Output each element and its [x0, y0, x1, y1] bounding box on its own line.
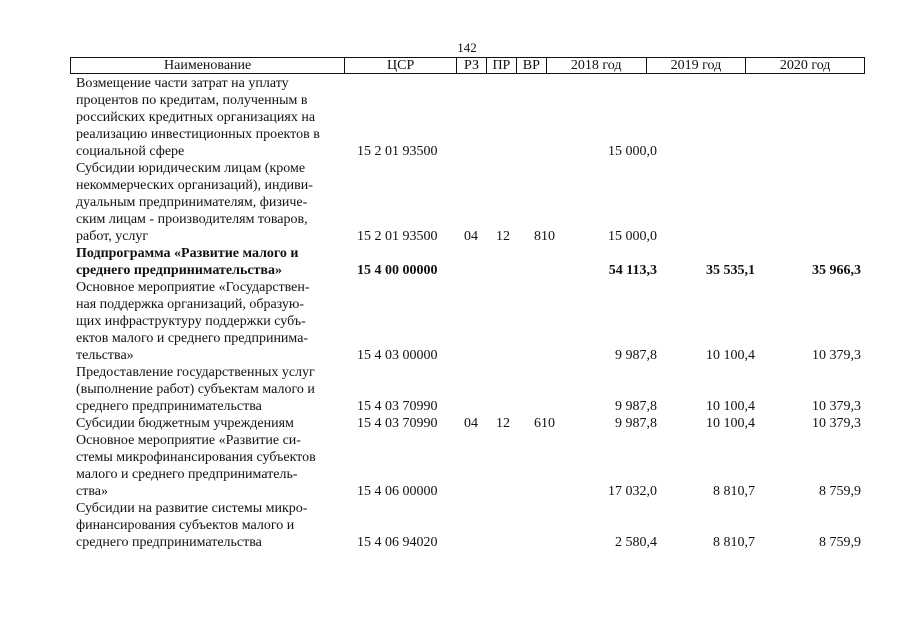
row-name: Субсидии на развитие системы микро- финансирования субъектов малого и среднего предпринимательства: [76, 501, 308, 550]
header-2018: 2018 год: [547, 58, 647, 73]
row-csr: 15 4 00 00000: [357, 263, 438, 278]
row-pr: 12: [496, 229, 510, 244]
row-name: Субсидии бюджетным учреждениям: [76, 416, 294, 431]
row-pr: 12: [496, 416, 510, 431]
row-vr: 810: [534, 229, 555, 244]
row-csr: 15 4 03 70990: [357, 399, 438, 414]
table-body: [76, 75, 865, 551]
row-2019: 10 100,4: [706, 416, 755, 431]
row-2019: 8 810,7: [713, 535, 755, 550]
header-rz: РЗ: [457, 58, 487, 73]
table-row: [76, 75, 865, 160]
row-2019: 8 810,7: [713, 484, 755, 499]
row-2020: 10 379,3: [812, 348, 861, 363]
header-csr: ЦСР: [345, 58, 457, 73]
table-row: [76, 415, 865, 432]
header-vr: ВР: [517, 58, 547, 73]
table-row: [76, 279, 865, 364]
row-csr: 15 4 06 00000: [357, 484, 438, 499]
row-2018: 17 032,0: [608, 484, 657, 499]
row-2018: 9 987,8: [615, 399, 657, 414]
row-2018: 15 000,0: [608, 144, 657, 159]
table-row-subprogram: [76, 245, 865, 279]
header-2020: 2020 год: [779, 58, 831, 73]
row-2019: 10 100,4: [706, 348, 755, 363]
row-name: Субсидии юридическим лицам (кроме некоммерческих организаций), индиви- дуальным предпринимателям, физиче- ским лицам - производителям товаров, работ, услуг: [76, 161, 313, 244]
row-2018: 2 580,4: [615, 535, 657, 550]
row-2019: 10 100,4: [706, 399, 755, 414]
table-row: [76, 364, 865, 415]
row-vr: 610: [534, 416, 555, 431]
row-rz: 04: [464, 416, 478, 431]
row-2020: 8 759,9: [819, 535, 861, 550]
row-csr: 15 2 01 93500: [357, 144, 438, 159]
row-2020: 35 966,3: [812, 263, 861, 278]
table-row: [76, 160, 865, 245]
row-name: Подпрограмма «Развитие малого и среднего предпринимательства»: [76, 246, 299, 278]
row-2018: 9 987,8: [615, 416, 657, 431]
row-csr: 15 4 06 94020: [357, 535, 438, 550]
row-name: Основное мероприятие «Государствен- ная поддержка организаций, образую- щих инфраструктуру поддержки субъ- ектов малого и среднего предпринима- тельства»: [76, 280, 310, 363]
row-2020: 8 759,9: [819, 484, 861, 499]
row-name: Возмещение части затрат на уплату процентов по кредитам, полученным в российских кредитных организациях на реализацию инвестиционных проектов в социальной сфере: [76, 76, 320, 159]
row-rz: 04: [464, 229, 478, 244]
row-2018: 54 113,3: [608, 263, 657, 278]
row-csr: 15 4 03 70990: [357, 416, 438, 431]
table-row: [76, 432, 865, 500]
row-name: Основное мероприятие «Развитие си- стемы микрофинансирования субъектов малого и среднего предприниматель- ства»: [76, 433, 316, 499]
table-header: [70, 57, 865, 74]
row-2018: 9 987,8: [615, 348, 657, 363]
header-pr: ПР: [487, 58, 517, 73]
row-name: Предоставление государственных услуг (выполнение работ) субъектам малого и среднего предпринимательства: [76, 365, 315, 414]
row-csr: 15 2 01 93500: [357, 229, 438, 244]
table-row: [76, 500, 865, 551]
row-2018: 15 000,0: [608, 229, 657, 244]
row-2020: 10 379,3: [812, 416, 861, 431]
header-name: Наименование: [71, 58, 345, 73]
row-2019: 35 535,1: [706, 263, 755, 278]
header-2019: 2019 год: [647, 58, 747, 73]
page-number: 142: [457, 40, 477, 55]
row-csr: 15 4 03 00000: [357, 348, 438, 363]
row-2020: 10 379,3: [812, 399, 861, 414]
